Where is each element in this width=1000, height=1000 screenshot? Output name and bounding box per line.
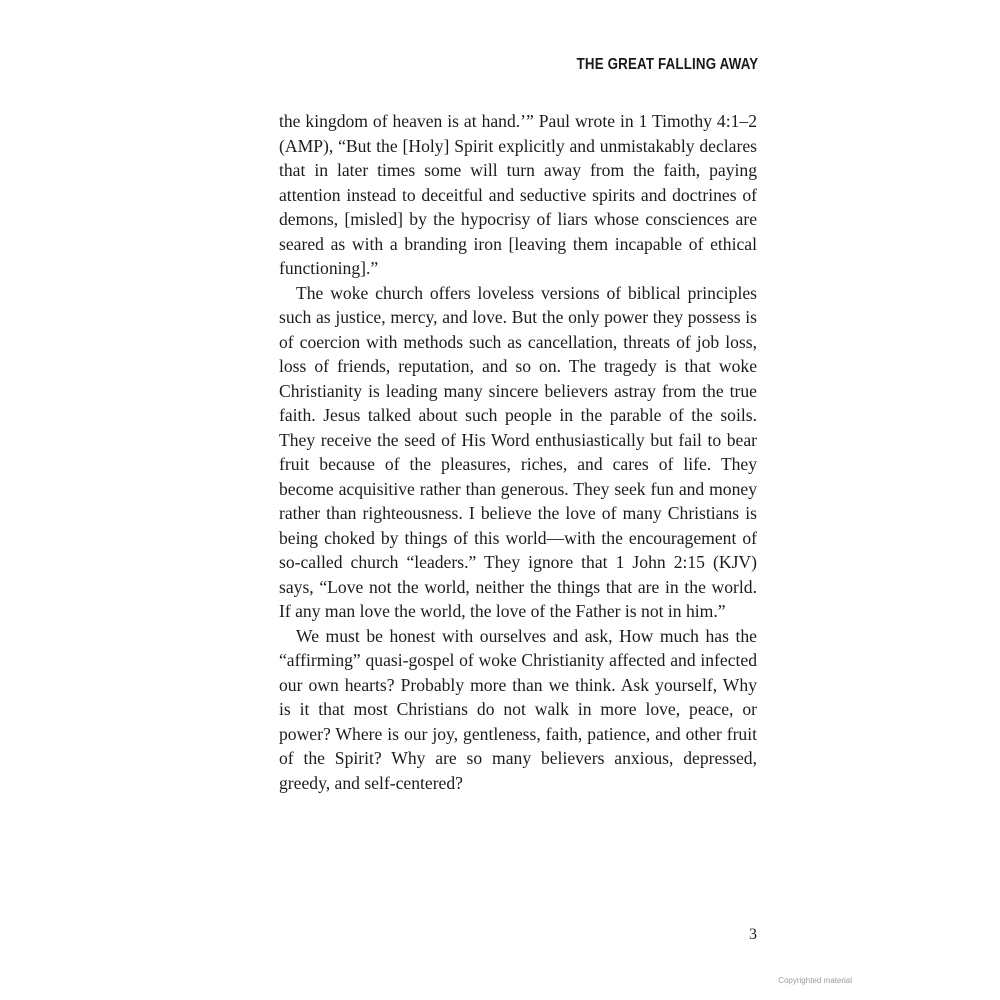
running-head: THE GREAT FALLING AWAY (576, 56, 758, 73)
paragraph-1: the kingdom of heaven is at hand.’” Paul wrote in 1 Timothy 4:1–2 (AMP), “But the [Holy] Spirit explicitly and unmistakably declares that in later times some will turn away from the faith, paying attention instead to deceitful and seductive spirits and doctrines of demons, [misled] by the hypocrisy of liars whose consciences are seared as with a branding iron [leaving them incapable of ethical functioning].” (279, 111, 757, 278)
copyright-watermark: Copyrighted material (778, 976, 852, 985)
body-text (279, 109, 757, 795)
paragraph-2: The woke church offers loveless versions of biblical principles such as justice, mercy, and love. But the only power they possess is of coercion with methods such as cancellation, threats of job loss, loss of friends, reputation, and so on. The tragedy is that woke Christianity is leading many sincere believers astray from the true faith. Jesus talked about such people in the parable of the soils. They receive the seed of His Word enthusiastically but fail to bear fruit because of the pleasures, riches, and cares of life. They become acquisitive rather than generous. They seek fun and money rather than righteousness. I believe the love of many Christians is being choked by things of this world—with the encouragement of so-called church “leaders.” They ignore that 1 John 2:15 (KJV) says, “Love not the world, neither the things that are in the world. If any man love the world, the love of the Father is not in him.” (279, 282, 757, 621)
paragraph-3: We must be honest with ourselves and ask, How much has the “affirming” quasi-gospel of woke Christianity affected and infected our own hearts? Probably more than we think. Ask yourself, Why is it that most Christians do not walk in more love, peace, or power? Where is our joy, gentleness, faith, patience, and other fruit of the Spirit? Why are so many believers anxious, depressed, greedy, and self-centered? (279, 625, 757, 793)
page-number: 3 (749, 926, 757, 943)
